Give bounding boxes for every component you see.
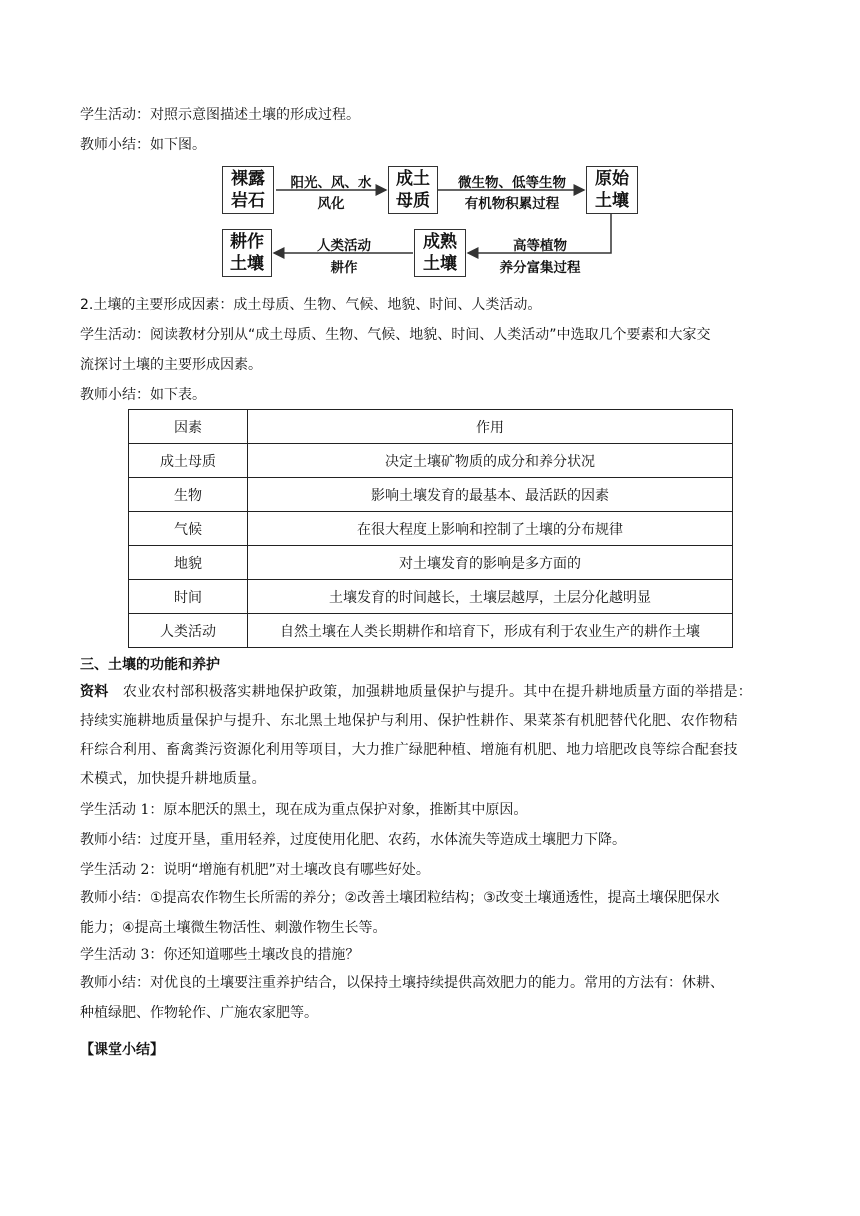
header-factor: 因素: [129, 410, 248, 444]
label: 学生活动 2: [80, 862, 150, 878]
table-row: [129, 444, 733, 478]
label: 教师小结: [80, 387, 136, 403]
box-line: 土壤: [595, 191, 629, 211]
text: ：如下表。: [136, 387, 206, 403]
box-line: 裸露: [231, 169, 265, 189]
box-line: 母质: [396, 191, 430, 211]
text: ：说明“增施有机肥”对土壤改良有哪些好处。: [149, 862, 430, 878]
label-organic-accumulation: 有机物积累过程: [464, 196, 560, 212]
text-line2: 流探讨土壤的主要形成因素。: [80, 357, 262, 373]
effect-cell: 在很大程度上影响和控制了土壤的分布规律: [248, 512, 733, 546]
factor-cell: 地貌: [129, 546, 248, 580]
label-human-activity: 人类活动: [317, 238, 371, 254]
factor-cell: 成土母质: [129, 444, 248, 478]
label-sun-wind-water: 阳光、风、水: [290, 175, 372, 191]
box-line: 岩石: [231, 191, 265, 211]
effect-cell: 自然土壤在人类长期耕作和培育下，形成有利于农业生产的耕作土壤: [248, 614, 733, 648]
section-heading: 三、土壤的功能和养护: [80, 657, 220, 673]
box-primitive-soil: [586, 166, 638, 214]
box-cultivated-soil: [222, 229, 272, 277]
student-activity-q2: [80, 855, 785, 885]
label-weathering: 风化: [317, 196, 345, 212]
factor-cell: 人类活动: [129, 614, 248, 648]
text-line1: ：对优良的土壤要注重养护结合，以保持土壤持续提供高效肥力的能力。常用的方法有：休耕、: [136, 975, 724, 991]
box-line: 原始: [595, 169, 629, 189]
text-line1: ：①提高农作物生长所需的养分；②改善土壤团粒结构；③改变土壤通透性，提高土壤保肥保水: [136, 890, 720, 906]
effect-cell: 影响土壤发育的最基本、最活跃的因素: [248, 478, 733, 512]
text: ：过度开垦，重用轻养，过度使用化肥、农药，水体流失等造成土壤肥力下降。: [136, 832, 626, 848]
label-cultivation: 耕作: [330, 260, 358, 276]
box-line: 土壤: [423, 254, 457, 274]
student-activity-1-paragraph: [80, 100, 785, 130]
box-mature-soil: [414, 229, 466, 277]
teacher-summary-q1: [80, 825, 785, 855]
table-row: [129, 614, 733, 648]
effect-cell: 土壤发育的时间越长，土壤层越厚，土层分化越明显: [248, 580, 733, 614]
text: ：对照示意图描述土壤的形成过程。: [136, 107, 360, 123]
material-label: 资料: [80, 684, 109, 700]
text-line2: 能力；④提高土壤微生物活性、刺激作物生长等。: [80, 920, 387, 936]
box-line: 成土: [396, 169, 430, 189]
text: ：你还知道哪些土壤改良的措施？: [149, 947, 360, 963]
factors-table: [128, 409, 733, 648]
material-paragraph: [80, 678, 785, 794]
table-header-row: [129, 410, 733, 444]
factor-cell: 气候: [129, 512, 248, 546]
label-nutrient-enrichment: 养分富集过程: [499, 260, 581, 276]
text-line1: ：阅读教材分别从“成土母质、生物、气候、地貌、时间、人类活动”中选取几个要素和大家交: [136, 327, 711, 343]
label: 教师小结: [80, 832, 136, 848]
box-line: 耕作: [230, 232, 264, 252]
teacher-summary-1-paragraph: [80, 130, 785, 160]
box-bare-rock: [222, 166, 274, 214]
material-line: 农业农村部积极落实耕地保护政策，加强耕地质量保护与提升。其中在提升耕地质量方面的举措是：: [122, 684, 753, 700]
label-higher-plants: 高等植物: [513, 238, 567, 254]
label-microorganisms: 微生物、低等生物: [458, 175, 566, 191]
material-line: 术模式，加快提升耕地质量。: [80, 771, 266, 787]
label: 学生活动 1: [80, 802, 150, 818]
class-summary-heading: 【课堂小结】: [80, 1042, 164, 1058]
header-effect: 作用: [248, 410, 733, 444]
factor-cell: 生物: [129, 478, 248, 512]
student-activity-2-paragraph: [80, 320, 785, 380]
label: 学生活动: [80, 107, 136, 123]
teacher-summary-q2: [80, 883, 785, 943]
teacher-summary-q3: [80, 968, 785, 1028]
text-line2: 种植绿肥、作物轮作、广施农家肥等。: [80, 1005, 318, 1021]
text: ：原本肥沃的黑土，现在成为重点保护对象，推断其中原因。: [149, 802, 528, 818]
label: 学生活动: [80, 327, 136, 343]
student-activity-q1: [80, 795, 785, 825]
text: ：如下图。: [136, 137, 206, 153]
material-line: 持续实施耕地质量保护与提升、东北黑土地保护与利用、保护性耕作、果菜茶有机肥替代化肥、农作物秸: [80, 713, 738, 729]
label: 学生活动 3: [80, 947, 150, 963]
box-line: 土壤: [230, 254, 264, 274]
effect-cell: 对土壤发育的影响是多方面的: [248, 546, 733, 580]
box-parent-material: [388, 166, 438, 214]
table-row: [129, 546, 733, 580]
student-activity-q3: [80, 940, 785, 970]
label: 教师小结: [80, 890, 136, 906]
factor-cell: 时间: [129, 580, 248, 614]
effect-cell: 决定土壤矿物质的成分和养分状况: [248, 444, 733, 478]
material-line: 秆综合利用、畜禽粪污资源化利用等项目，大力推广绿肥种植、增施有机肥、地力培肥改良等综合配套技: [80, 742, 738, 758]
table-row: [129, 478, 733, 512]
formation-factors-paragraph: 2.土壤的主要形成因素：成土母质、生物、气候、地貌、时间、人类活动。: [80, 297, 542, 313]
arrow-nutrient-enrichment: [468, 214, 611, 253]
table-row: [129, 580, 733, 614]
table-row: [129, 512, 733, 546]
label: 教师小结: [80, 137, 136, 153]
teacher-summary-2-paragraph: [80, 380, 785, 410]
box-line: 成熟: [423, 232, 457, 252]
label: 教师小结: [80, 975, 136, 991]
